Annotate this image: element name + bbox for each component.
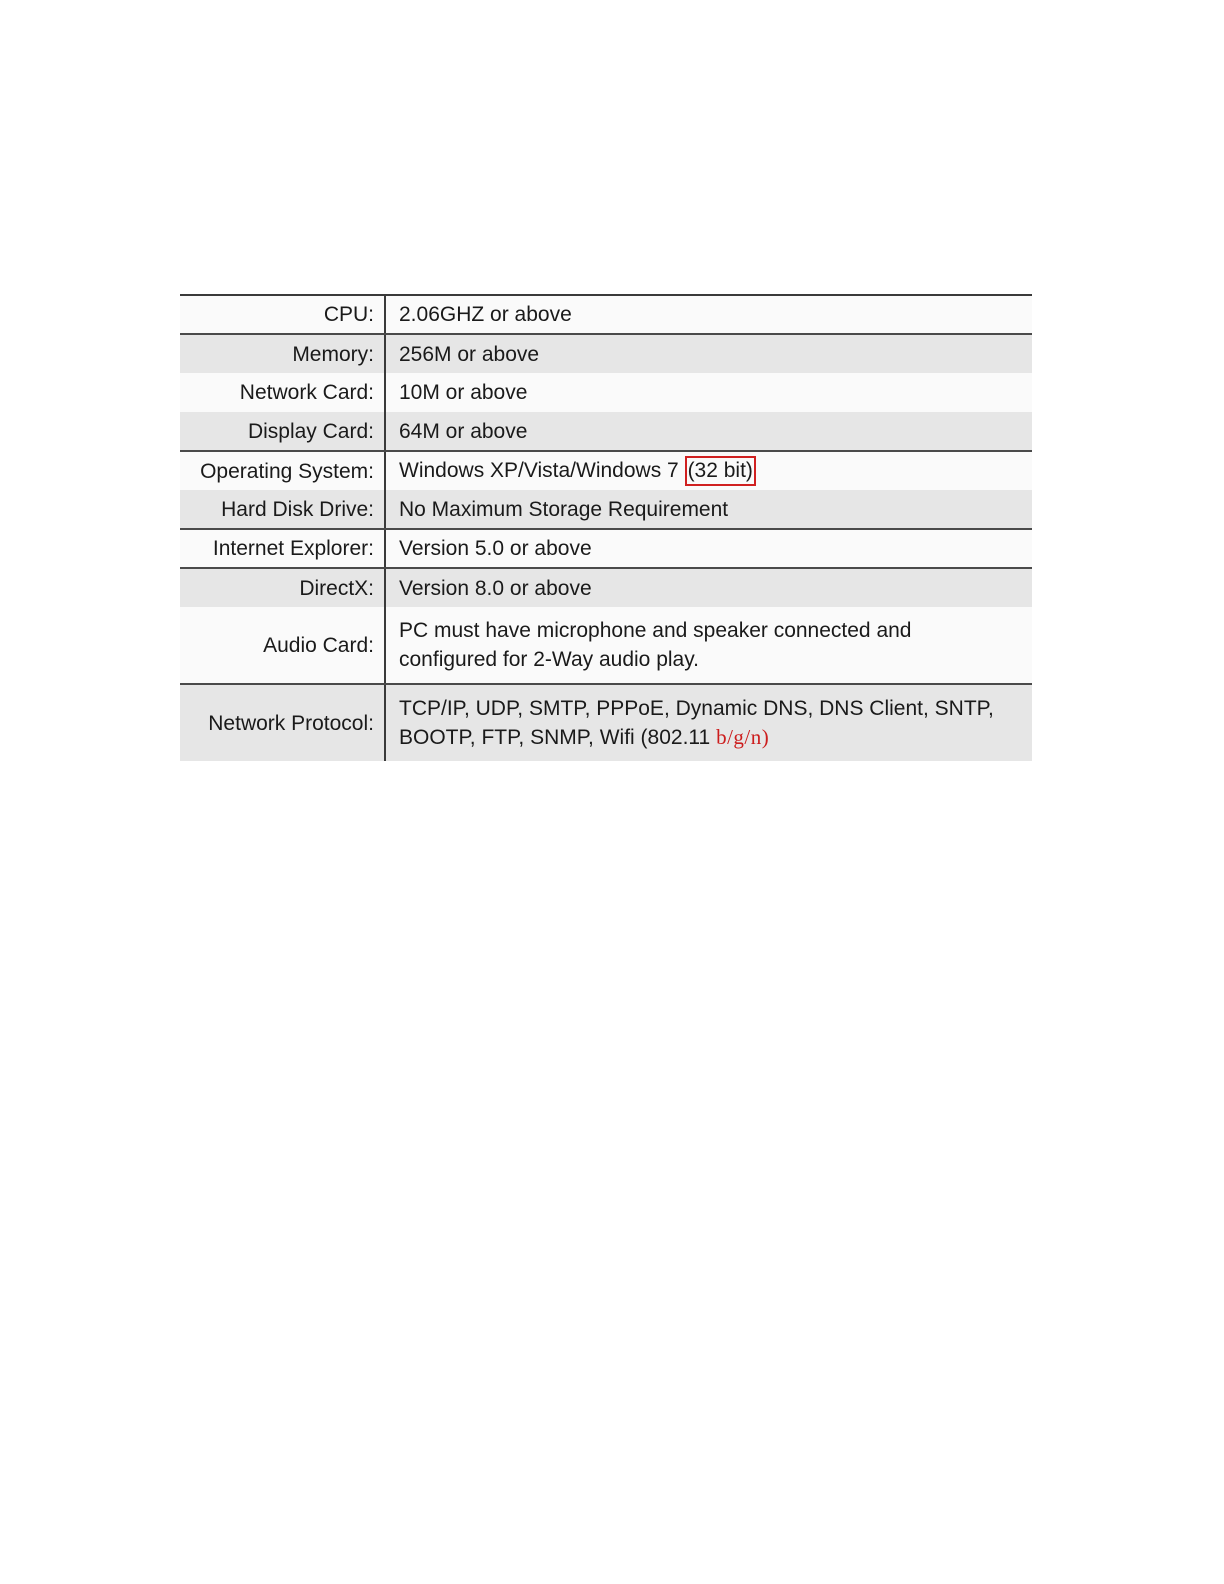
table-row-cpu [180,295,1032,334]
row-value-line: configured for 2-Way audio play. [399,648,699,671]
table-row-memory [180,334,1032,373]
row-value: 2.06GHZ or above [385,295,1032,334]
row-label: Memory: [180,334,385,373]
table-row-hard-disk-drive [180,490,1032,529]
row-label: Network Protocol: [180,684,385,761]
row-value: Version 5.0 or above [385,529,1032,568]
row-value-line [399,723,1032,752]
row-value: 10M or above [385,373,1032,412]
table-row-operating-system [180,451,1032,490]
row-value: 64M or above [385,412,1032,451]
row-label: CPU: [180,295,385,334]
table-row-audio-card [180,607,1032,684]
row-label: Hard Disk Drive: [180,490,385,529]
system-requirements-table [180,294,1032,761]
row-label: Network Card: [180,373,385,412]
row-value: 256M or above [385,334,1032,373]
os-value-text: Windows XP/Vista/Windows 7 [399,459,685,482]
protocol-text: BOOTP, FTP, SNMP, Wifi (802.11 [399,726,711,749]
table-row-network-protocol [180,684,1032,761]
row-value-line: TCP/IP, UDP, SMTP, PPPoE, Dynamic DNS, DNS Client, SNTP, [399,697,994,720]
row-value-line: PC must have microphone and speaker connected and [399,619,912,642]
row-value: Version 8.0 or above [385,568,1032,607]
highlighted-bit-note: (32 bit) [685,456,756,486]
row-value [385,451,1032,490]
table-row-internet-explorer [180,529,1032,568]
row-value [385,607,1032,684]
row-label: Internet Explorer: [180,529,385,568]
row-label: DirectX: [180,568,385,607]
row-label: Audio Card: [180,607,385,684]
wifi-standards-red-text: b/g/n) [716,725,770,749]
row-label: Operating System: [180,451,385,490]
row-label: Display Card: [180,412,385,451]
table-row-network-card [180,373,1032,412]
row-value: No Maximum Storage Requirement [385,490,1032,529]
table-row-display-card [180,412,1032,451]
row-value [385,684,1032,761]
table-row-directx [180,568,1032,607]
